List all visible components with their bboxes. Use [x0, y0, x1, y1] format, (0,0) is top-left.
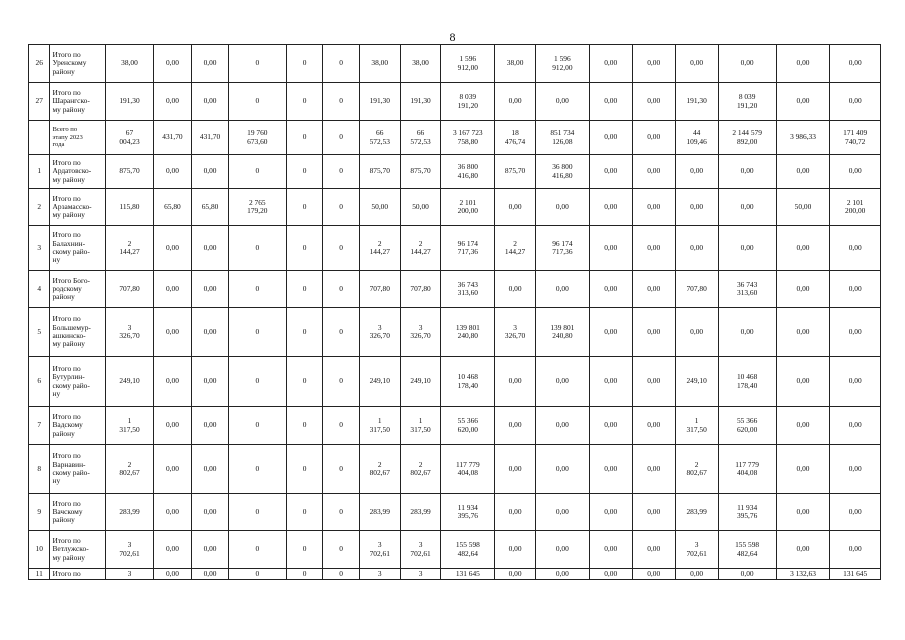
value-cell: 2 765 179,20 — [228, 189, 286, 226]
value-cell: 0,00 — [153, 407, 192, 445]
value-cell: 0,00 — [632, 445, 675, 494]
value-cell: 139 801 240,80 — [441, 308, 495, 357]
value-cell: 171 409 740,72 — [830, 121, 881, 155]
value-cell: 1 317,50 — [400, 407, 441, 445]
value-cell: 0,00 — [632, 271, 675, 308]
value-cell: 155 598 482,64 — [441, 531, 495, 569]
value-cell: 1 596 912,00 — [441, 45, 495, 83]
value-cell: 0,00 — [536, 531, 590, 569]
table-row — [29, 271, 881, 308]
value-cell: 0 — [228, 83, 286, 121]
value-cell: 0 — [228, 357, 286, 407]
table-row — [29, 189, 881, 226]
table-row — [29, 407, 881, 445]
value-cell: 0,00 — [536, 407, 590, 445]
value-cell: 3 132,63 — [776, 569, 830, 580]
value-cell: 0 — [228, 494, 286, 531]
value-cell: 0,00 — [776, 45, 830, 83]
value-cell: 55 366 620,00 — [718, 407, 776, 445]
value-cell: 0,00 — [632, 308, 675, 357]
value-cell: 36 743 313,60 — [441, 271, 495, 308]
value-cell: 65,80 — [192, 189, 229, 226]
value-cell: 0,00 — [776, 226, 830, 271]
value-cell: 10 468 178,40 — [718, 357, 776, 407]
value-cell: 0,00 — [776, 155, 830, 189]
value-cell: 3 326,70 — [495, 308, 536, 357]
value-cell: 0,00 — [632, 226, 675, 271]
value-cell: 0,00 — [675, 45, 718, 83]
value-cell: 11 934 395,76 — [441, 494, 495, 531]
value-cell: 3 986,33 — [776, 121, 830, 155]
value-cell: 3 — [106, 569, 153, 580]
value-cell: 0 — [286, 155, 323, 189]
value-cell: 431,70 — [192, 121, 229, 155]
value-cell: 0,00 — [776, 83, 830, 121]
value-cell: 0,00 — [830, 83, 881, 121]
value-cell: 0 — [228, 155, 286, 189]
value-cell: 0,00 — [632, 121, 675, 155]
value-cell: 707,80 — [675, 271, 718, 308]
row-number-cell: 9 — [29, 494, 50, 531]
value-cell: 875,70 — [106, 155, 153, 189]
value-cell: 0 — [323, 189, 360, 226]
value-cell: 3 702,61 — [675, 531, 718, 569]
value-cell: 0,00 — [192, 569, 229, 580]
district-name-cell: Итого по Балахнин- скому райо- ну — [50, 226, 106, 271]
value-cell: 44 109,46 — [675, 121, 718, 155]
value-cell: 139 801 240,80 — [536, 308, 590, 357]
value-cell: 0 — [286, 226, 323, 271]
value-cell: 0 — [286, 569, 323, 580]
value-cell: 249,10 — [675, 357, 718, 407]
value-cell: 0 — [323, 494, 360, 531]
value-cell: 0,00 — [153, 226, 192, 271]
value-cell: 155 598 482,64 — [718, 531, 776, 569]
value-cell: 0 — [286, 494, 323, 531]
value-cell: 3 326,70 — [359, 308, 400, 357]
value-cell: 0,00 — [830, 226, 881, 271]
value-cell: 0 — [286, 308, 323, 357]
value-cell: 0,00 — [830, 531, 881, 569]
value-cell: 0,00 — [192, 308, 229, 357]
value-cell: 0,00 — [776, 271, 830, 308]
value-cell: 0 — [323, 569, 360, 580]
value-cell: 875,70 — [359, 155, 400, 189]
district-name-cell: Итого по Ардатовско- му району — [50, 155, 106, 189]
value-cell: 0 — [228, 271, 286, 308]
value-cell: 36 800 416,80 — [441, 155, 495, 189]
value-cell: 249,10 — [359, 357, 400, 407]
value-cell: 19 760 673,60 — [228, 121, 286, 155]
value-cell: 0,00 — [675, 189, 718, 226]
value-cell: 0,00 — [830, 357, 881, 407]
value-cell: 0,00 — [192, 494, 229, 531]
value-cell: 0 — [323, 407, 360, 445]
value-cell: 0,00 — [632, 494, 675, 531]
value-cell: 0,00 — [589, 357, 632, 407]
district-name-cell: Итого по Вачскому району — [50, 494, 106, 531]
row-number-cell: 6 — [29, 357, 50, 407]
value-cell: 249,10 — [106, 357, 153, 407]
value-cell: 0,00 — [830, 445, 881, 494]
value-cell: 0,00 — [776, 357, 830, 407]
value-cell: 283,99 — [359, 494, 400, 531]
value-cell: 0,00 — [495, 531, 536, 569]
value-cell: 0,00 — [589, 531, 632, 569]
value-cell: 0,00 — [632, 407, 675, 445]
value-cell: 66 572,53 — [400, 121, 441, 155]
value-cell: 431,70 — [153, 121, 192, 155]
value-cell: 0,00 — [153, 531, 192, 569]
value-cell: 117 779 404,08 — [718, 445, 776, 494]
value-cell: 0 — [323, 308, 360, 357]
value-cell: 0,00 — [589, 189, 632, 226]
value-cell: 0,00 — [495, 407, 536, 445]
value-cell: 115,80 — [106, 189, 153, 226]
value-cell: 38,00 — [359, 45, 400, 83]
value-cell: 0,00 — [776, 445, 830, 494]
value-cell: 0 — [286, 121, 323, 155]
value-cell: 0,00 — [675, 226, 718, 271]
value-cell: 191,30 — [675, 83, 718, 121]
value-cell: 283,99 — [106, 494, 153, 531]
value-cell: 3 702,61 — [106, 531, 153, 569]
value-cell: 2 144,27 — [106, 226, 153, 271]
value-cell: 0,00 — [192, 407, 229, 445]
value-cell: 0,00 — [830, 308, 881, 357]
value-cell: 0,00 — [718, 189, 776, 226]
value-cell: 0 — [323, 155, 360, 189]
value-cell: 96 174 717,36 — [441, 226, 495, 271]
value-cell: 117 779 404,08 — [441, 445, 495, 494]
value-cell: 283,99 — [675, 494, 718, 531]
value-cell: 0,00 — [632, 155, 675, 189]
value-cell: 0,00 — [718, 226, 776, 271]
value-cell: 0,00 — [830, 45, 881, 83]
value-cell: 0 — [286, 271, 323, 308]
value-cell: 0,00 — [589, 226, 632, 271]
value-cell: 50,00 — [400, 189, 441, 226]
value-cell: 0,00 — [192, 531, 229, 569]
table-row — [29, 494, 881, 531]
value-cell: 0 — [323, 531, 360, 569]
table-row — [29, 155, 881, 189]
value-cell: 0 — [228, 569, 286, 580]
value-cell: 3 326,70 — [400, 308, 441, 357]
value-cell: 131 645 — [830, 569, 881, 580]
value-cell: 0 — [323, 271, 360, 308]
value-cell: 1 317,50 — [675, 407, 718, 445]
table-row — [29, 226, 881, 271]
value-cell: 0,00 — [192, 357, 229, 407]
page-number: 8 — [449, 30, 456, 44]
value-cell: 0,00 — [589, 271, 632, 308]
value-cell: 0,00 — [589, 494, 632, 531]
value-cell: 875,70 — [495, 155, 536, 189]
table-row — [29, 45, 881, 83]
value-cell: 0,00 — [153, 155, 192, 189]
district-name-cell: Итого Бого- родскому району — [50, 271, 106, 308]
value-cell: 2 802,67 — [400, 445, 441, 494]
value-cell: 36 743 313,60 — [718, 271, 776, 308]
value-cell: 50,00 — [776, 189, 830, 226]
value-cell: 0,00 — [495, 357, 536, 407]
value-cell: 0,00 — [589, 308, 632, 357]
value-cell: 0,00 — [153, 445, 192, 494]
row-number-cell: 7 — [29, 407, 50, 445]
value-cell: 2 144 579 892,00 — [718, 121, 776, 155]
district-name-cell: Итого по Уренскому району — [50, 45, 106, 83]
value-cell: 0,00 — [675, 155, 718, 189]
value-cell: 0,00 — [192, 45, 229, 83]
value-cell: 0 — [228, 45, 286, 83]
value-cell: 0 — [323, 45, 360, 83]
row-number-cell: 4 — [29, 271, 50, 308]
value-cell: 0,00 — [192, 271, 229, 308]
value-cell: 0,00 — [589, 83, 632, 121]
value-cell: 0,00 — [536, 445, 590, 494]
value-cell: 0,00 — [632, 189, 675, 226]
row-number-cell: 8 — [29, 445, 50, 494]
value-cell: 1 596 912,00 — [536, 45, 590, 83]
value-cell: 0,00 — [675, 569, 718, 580]
value-cell: 0,00 — [495, 445, 536, 494]
table-row — [29, 308, 881, 357]
value-cell: 0,00 — [495, 569, 536, 580]
row-number-cell: 27 — [29, 83, 50, 121]
value-cell: 3 — [359, 569, 400, 580]
value-cell: 0 — [286, 445, 323, 494]
value-cell: 0,00 — [536, 83, 590, 121]
value-cell: 0 — [286, 45, 323, 83]
value-cell: 2 802,67 — [675, 445, 718, 494]
value-cell: 0 — [228, 308, 286, 357]
value-cell: 0 — [323, 357, 360, 407]
value-cell: 0,00 — [830, 271, 881, 308]
value-cell: 3 — [400, 569, 441, 580]
row-number-cell — [29, 121, 50, 155]
table-row — [29, 569, 881, 580]
district-name-cell: Итого по — [50, 569, 106, 580]
value-cell: 65,80 — [153, 189, 192, 226]
value-cell: 66 572,53 — [359, 121, 400, 155]
value-cell: 3 702,61 — [359, 531, 400, 569]
value-cell: 0 — [323, 83, 360, 121]
value-cell: 0 — [228, 407, 286, 445]
value-cell: 11 934 395,76 — [718, 494, 776, 531]
value-cell: 0 — [323, 445, 360, 494]
value-cell: 0,00 — [153, 357, 192, 407]
value-cell: 1 317,50 — [359, 407, 400, 445]
district-name-cell: Итого по Варнавин- скому райо- ну — [50, 445, 106, 494]
value-cell: 0,00 — [536, 494, 590, 531]
district-name-cell: Итого по Арзамасско- му району — [50, 189, 106, 226]
value-cell: 191,30 — [359, 83, 400, 121]
value-cell: 3 167 723 758,80 — [441, 121, 495, 155]
value-cell: 0,00 — [495, 494, 536, 531]
value-cell: 707,80 — [106, 271, 153, 308]
value-cell: 0,00 — [589, 45, 632, 83]
value-cell: 0,00 — [589, 155, 632, 189]
value-cell: 0,00 — [589, 407, 632, 445]
value-cell: 0 — [286, 531, 323, 569]
value-cell: 0,00 — [776, 407, 830, 445]
value-cell: 0,00 — [153, 494, 192, 531]
value-cell: 283,99 — [400, 494, 441, 531]
value-cell: 0,00 — [192, 226, 229, 271]
value-cell: 0,00 — [776, 494, 830, 531]
value-cell: 0,00 — [830, 407, 881, 445]
value-cell: 0,00 — [495, 83, 536, 121]
row-number-cell: 10 — [29, 531, 50, 569]
value-cell: 0,00 — [632, 45, 675, 83]
value-cell: 2 802,67 — [106, 445, 153, 494]
table-row — [29, 445, 881, 494]
value-cell: 96 174 717,36 — [536, 226, 590, 271]
value-cell: 38,00 — [106, 45, 153, 83]
district-name-cell: Всего по этапу 2023 года — [50, 121, 106, 155]
value-cell: 0 — [286, 357, 323, 407]
value-cell: 0 — [286, 407, 323, 445]
value-cell: 0,00 — [718, 308, 776, 357]
value-cell: 8 039 191,20 — [718, 83, 776, 121]
district-name-cell: Итого по Вадскому району — [50, 407, 106, 445]
value-cell: 191,30 — [400, 83, 441, 121]
value-cell: 851 734 126,08 — [536, 121, 590, 155]
value-cell: 0,00 — [153, 83, 192, 121]
value-cell: 0,00 — [776, 308, 830, 357]
value-cell: 131 645 — [441, 569, 495, 580]
value-cell: 0,00 — [192, 155, 229, 189]
value-cell: 0,00 — [632, 531, 675, 569]
value-cell: 2 101 200,00 — [441, 189, 495, 226]
value-cell: 0,00 — [718, 155, 776, 189]
value-cell: 0,00 — [589, 445, 632, 494]
district-name-cell: Итого по Бутурлин- скому райо- ну — [50, 357, 106, 407]
district-name-cell: Итого по Большемур- ашкинско- му району — [50, 308, 106, 357]
value-cell: 0,00 — [192, 83, 229, 121]
value-cell: 3 326,70 — [106, 308, 153, 357]
table-row — [29, 83, 881, 121]
value-cell: 2 144,27 — [400, 226, 441, 271]
value-cell: 0,00 — [830, 494, 881, 531]
value-cell: 0,00 — [495, 189, 536, 226]
value-cell: 0,00 — [632, 357, 675, 407]
value-cell: 0 — [323, 226, 360, 271]
value-cell: 0 — [286, 189, 323, 226]
value-cell: 0,00 — [718, 569, 776, 580]
value-cell: 0,00 — [153, 308, 192, 357]
value-cell: 0,00 — [718, 45, 776, 83]
value-cell: 3 702,61 — [400, 531, 441, 569]
value-cell: 191,30 — [106, 83, 153, 121]
value-cell: 38,00 — [495, 45, 536, 83]
value-cell: 0,00 — [675, 308, 718, 357]
value-cell: 0,00 — [153, 569, 192, 580]
row-number-cell: 2 — [29, 189, 50, 226]
value-cell: 55 366 620,00 — [441, 407, 495, 445]
value-cell: 67 004,23 — [106, 121, 153, 155]
value-cell: 249,10 — [400, 357, 441, 407]
value-cell: 0,00 — [192, 445, 229, 494]
value-cell: 2 802,67 — [359, 445, 400, 494]
value-cell: 707,80 — [400, 271, 441, 308]
table-row — [29, 531, 881, 569]
value-cell: 0,00 — [536, 357, 590, 407]
value-cell: 8 039 191,20 — [441, 83, 495, 121]
value-cell: 0,00 — [589, 569, 632, 580]
district-name-cell: Итого по Шарангско- му району — [50, 83, 106, 121]
value-cell: 0,00 — [495, 271, 536, 308]
value-cell: 0 — [323, 121, 360, 155]
value-cell: 0,00 — [536, 189, 590, 226]
value-cell: 36 800 416,80 — [536, 155, 590, 189]
value-cell: 1 317,50 — [106, 407, 153, 445]
stage-total-row — [29, 121, 881, 155]
value-cell: 0,00 — [632, 83, 675, 121]
value-cell: 0 — [286, 83, 323, 121]
row-number-cell: 1 — [29, 155, 50, 189]
value-cell: 0,00 — [589, 121, 632, 155]
row-number-cell: 26 — [29, 45, 50, 83]
value-cell: 0 — [228, 531, 286, 569]
value-cell: 10 468 178,40 — [441, 357, 495, 407]
value-cell: 875,70 — [400, 155, 441, 189]
value-cell: 2 144,27 — [495, 226, 536, 271]
row-number-cell: 5 — [29, 308, 50, 357]
value-cell: 0 — [228, 226, 286, 271]
value-cell: 0,00 — [536, 569, 590, 580]
value-cell: 0,00 — [632, 569, 675, 580]
value-cell: 0,00 — [776, 531, 830, 569]
row-number-cell: 11 — [29, 569, 50, 580]
row-number-cell: 3 — [29, 226, 50, 271]
value-cell: 0,00 — [153, 271, 192, 308]
value-cell: 2 144,27 — [359, 226, 400, 271]
district-totals-table — [28, 44, 881, 580]
table-row — [29, 357, 881, 407]
value-cell: 0,00 — [153, 45, 192, 83]
value-cell: 0,00 — [830, 155, 881, 189]
value-cell: 2 101 200,00 — [830, 189, 881, 226]
district-name-cell: Итого по Ветлужско- му району — [50, 531, 106, 569]
value-cell: 707,80 — [359, 271, 400, 308]
value-cell: 38,00 — [400, 45, 441, 83]
value-cell: 0 — [228, 445, 286, 494]
value-cell: 0,00 — [536, 271, 590, 308]
value-cell: 18 476,74 — [495, 121, 536, 155]
value-cell: 50,00 — [359, 189, 400, 226]
